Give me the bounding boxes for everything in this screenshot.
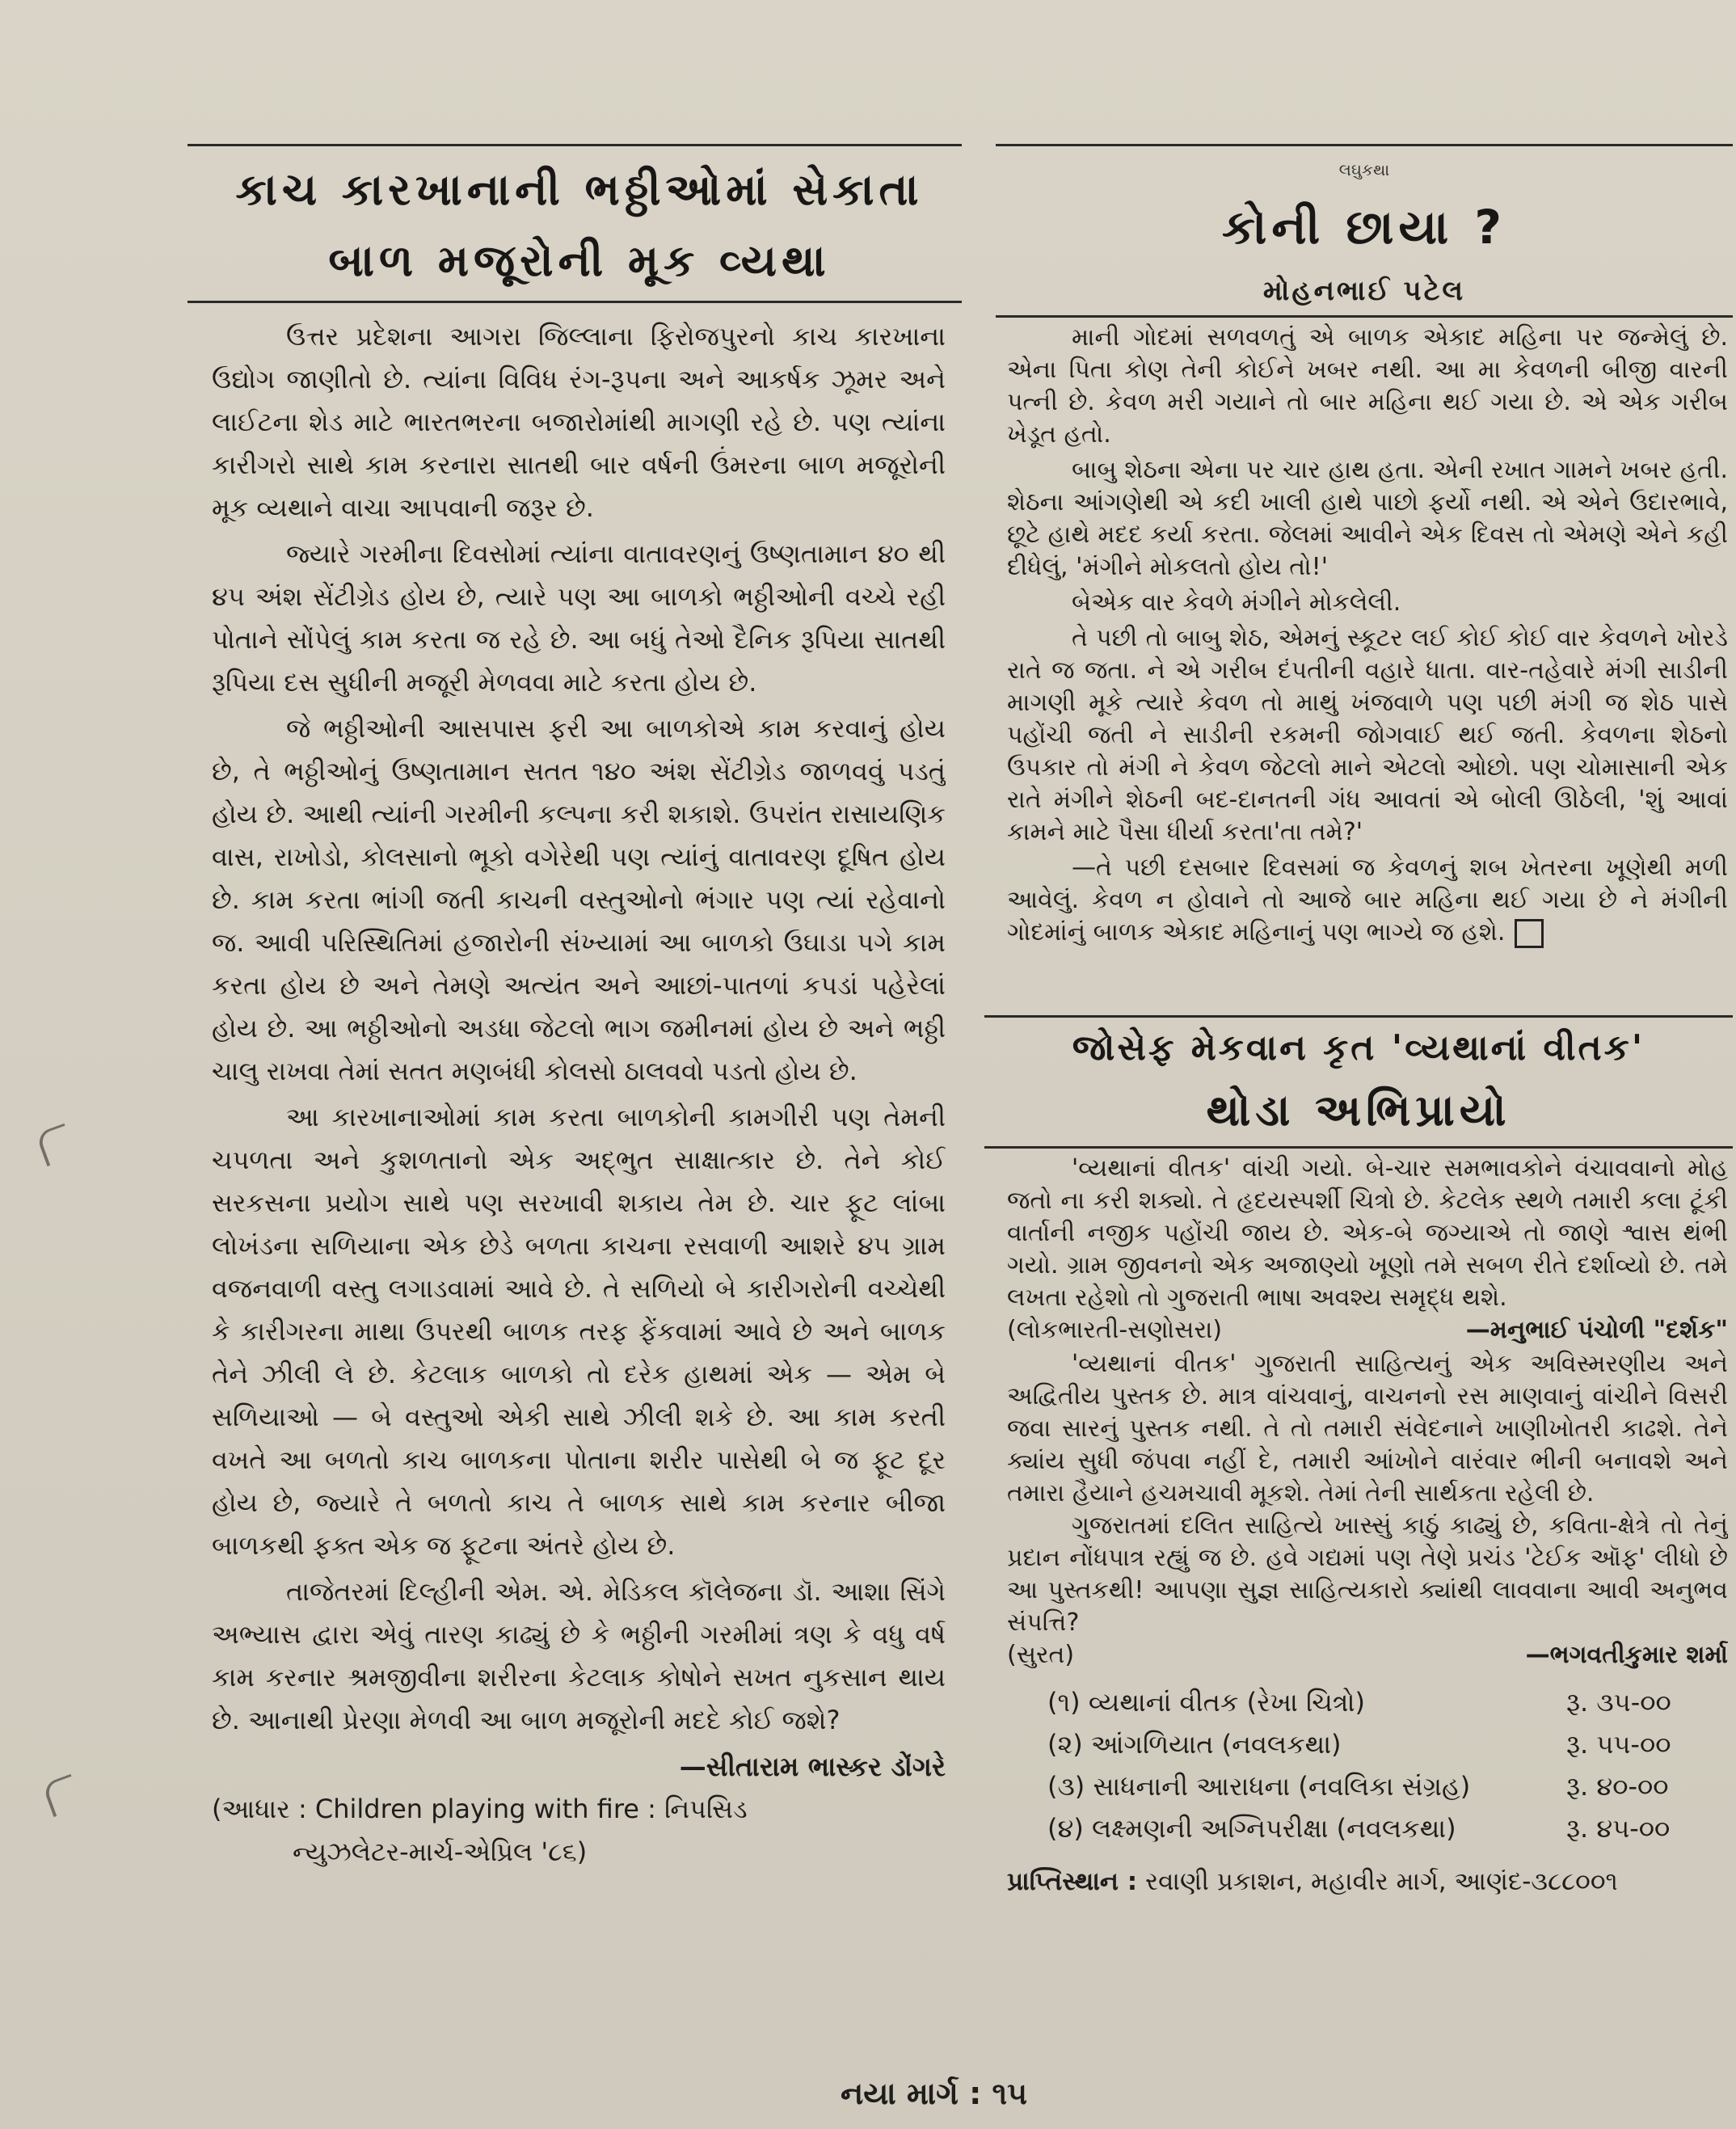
review-attribution	[1007, 1639, 1728, 1672]
book-title: (૪) લક્ષ્મણની અગ્નિપરીક્ષા (નવલકથા)	[1047, 1813, 1456, 1844]
article-left	[212, 154, 947, 296]
end-mark-box	[1515, 919, 1544, 948]
article-body	[212, 315, 946, 1980]
story-title: કોની છાયા ?	[1221, 200, 1507, 255]
reviews-body	[1007, 1153, 1728, 1985]
paragraph: જ્યારે ગરમીના દિવસોમાં ત્યાંના વાતાવરણનું ઉષ્ણતામાન ૪૦ થી ૪૫ અંશ સેંટીગ્રેડ હોય છે, ત્યારે પણ આ બાળકો ભઠ્ઠીઓની વચ્ચે રહી પોતાને સોંપેલું કામ કરતા જ રહે છે. આ બધું તેઓ દૈનિક રૂપિયા સાતથી રૂપિયા દસ સુધીની મજૂરી મેળવવા માટે કરતા હોય છે.	[212, 538, 946, 698]
book-item	[1007, 1807, 1728, 1849]
review-signature: —ભગવતીકુમાર શર્મા	[1525, 1641, 1728, 1669]
paragraph: તે પછી તો બાબુ શેઠ, એમનું સ્કૂટર લઈ કોઈ કોઈ વાર કેવળને ખોરડે રાતે જ જતા. ને એ ગરીબ દંપતીની વહારે ધાતા. વાર-તહેવારે મંગી સાડીની માગણી મૂકે ત્યારે કેવળ તો માથું ખંજવાળે પણ પછી મંગી જ શેઠ પાસે પહોંચી જતી ને સાડીની રકમની જોગવાઈ થઈ જતી. કેવળના શેઠનો ઉપકાર તો મંગી ને કેવળ જેટલો માને એટલો ઓછો. પણ ચોમાસાની એક રાતે મંગીને શેઠની બદ-દાનતની ગંધ આવતાં એ બોલી ઊઠેલી, 'શું આવાં કામને માટે પૈસા ધીર્યા કરતા'તા તમે?'	[1007, 624, 1728, 846]
source-line1: (આધાર : Children playing with fire : નિપસિડ	[212, 1794, 748, 1824]
top-rule-right	[996, 144, 1733, 146]
review-text: 'વ્યથાનાં વીતક' ગુજરાતી સાહિત્યનું એક અવિસ્મરણીય અને અદ્વિતીય પુસ્તક છે. માત્ર વાંચવાનું, વાચનનો રસ માણવાનું વાંચીને વિસરી જવા સારનું પુસ્તક નથી. તે તો તમારી સંવેદનાને ખાણીખોતરી કાઢશે. તેને ક્યાંય સુધી જંપવા નહીં દે, તમારી આંખોને વારંવાર ભીની બનાવશે અને તમારા હૈયાને હચમચાવી મૂકશે. તેમાં તેની સાર્થકતા રહેલી છે.	[1007, 1350, 1728, 1507]
book-price: રૂ. ૩૫-૦૦	[1566, 1687, 1671, 1718]
story-body	[1007, 322, 1728, 1005]
story-author: મોહનભાઈ પટેલ	[1262, 275, 1466, 307]
book-title: (૩) સાધનાની આરાધના (નવલિકા સંગ્રહ)	[1047, 1771, 1471, 1802]
paragraph: માની ગોદમાં સળવળતું એ બાળક એકાદ મહિના પર જન્મેલું છે. એના પિતા કોણ તેની કોઈને ખબર નથી. આ મા કેવળની બીજી વારની પત્ની છે. કેવળ મરી ગયાને તો બાર મહિના થઈ ગયા છે. એ એક ગરીબ ખેડૂત હતો.	[1007, 323, 1728, 449]
reviews-rule-bottom	[984, 1146, 1733, 1149]
paragraph: બેએક વાર કેવળે મંગીને મોકલેલી.	[1072, 588, 1401, 617]
margin-mark	[42, 1774, 82, 1817]
review-place: (લોકભારતી-સણોસરા)	[1007, 1316, 1223, 1344]
paragraph: ઉત્તર પ્રદેશના આગરા જિલ્લાના ફિરોજપુરનો કાચ કારખાના ઉદ્યોગ જાણીતો છે. ત્યાંના વિવિધ રંગ-રૂપના અને આકર્ષક ઝૂમર અને લાઈટના શેડ માટે ભારતભરના બજારોમાંથી માગણી રહે છે. પણ ત્યાંના કારીગરો સાથે કામ કરનારા સાતથી બાર વર્ષની ઉંમરના બાળ મજૂરોની મૂક વ્યથાને વાચા આપવાની જરૂર છે.	[212, 321, 946, 523]
review-attribution	[1007, 1314, 1728, 1347]
top-rule-left	[188, 144, 962, 146]
reviews-heading-line1: જોસેફ મેકવાન કૃત 'વ્યથાનાં વીતક'	[1072, 1027, 1645, 1069]
availability-label: પ્રાપ્તિસ્થાન :	[1007, 1867, 1138, 1896]
book-title: (૨) આંગળિયાત (નવલકથા)	[1047, 1729, 1342, 1760]
book-price: રૂ. ૪૫-૦૦	[1566, 1813, 1671, 1844]
book-item	[1007, 1765, 1728, 1807]
availability	[1007, 1861, 1728, 1903]
book-price: રૂ. ૫૫-૦૦	[1566, 1729, 1671, 1760]
reviews-rule-top	[984, 1015, 1733, 1018]
margin-mark	[36, 1124, 76, 1166]
book-title: (૧) વ્યથાનાં વીતક (રેખા ચિત્રો)	[1047, 1687, 1365, 1718]
author-signature: —સીતારામ ભાસ્કર ડોંગરે	[679, 1751, 946, 1782]
availability-address: રવાણી પ્રકાશન, મહાવીર માર્ગ, આણંદ-૩૮૮૦૦૧	[1145, 1867, 1618, 1896]
story-section	[996, 154, 1733, 315]
paragraph: બાબુ શેઠના એના પર ચાર હાથ હતા. એની રખાત ગામને ખબર હતી. શેઠના આંગણેથી એ કદી ખાલી હાથે પાછો ફર્યો નથી. એ એને ઉદારભાવે, છૂટે હાથે મદદ કર્યા કરતા. જેલમાં આવીને એક દિવસ તો એમણે એને કહી દીધેલું, 'મંગીને મોકલતો હોય તો!'	[1007, 456, 1728, 581]
reviews-heading	[984, 1020, 1733, 1145]
review-place: (સુરત)	[1007, 1641, 1075, 1669]
book-price: રૂ. ૪૦-૦૦	[1566, 1771, 1669, 1802]
book-list	[1007, 1681, 1728, 1849]
story-label: લઘુકથા	[1338, 160, 1390, 179]
story-author-rule	[996, 315, 1733, 318]
review-text: ગુજરાતમાં દલિત સાહિત્યે ખાસ્સું કાઠું કાઢ્યું છે, કવિતા-ક્ષેત્રે તો તેનું પ્રદાન નોંધપાત્ર રહ્યું જ છે. હવે ગદ્યમાં પણ તેણે પ્રચંડ 'ટેઈક ઑફ' લીધો છે આ પુસ્તકથી! આપણા સુજ્ઞ સાહિત્યકારો ક્યાંથી લાવવાના આવી અનુભવ સંપત્તિ?	[1007, 1511, 1728, 1637]
reviews-heading-line2: થોડા અભિપ્રાયો	[1206, 1085, 1511, 1136]
paragraph	[1007, 852, 1728, 949]
title-rule-left	[188, 301, 962, 303]
article-title-line2: બાળ મજૂરોની મૂક વ્યથા	[328, 235, 831, 286]
paragraph: તાજેતરમાં દિલ્હીની એમ. એ. મેડિકલ કૉલેજના ડૉ. આશા સિંગે અભ્યાસ દ્વારા એવું તારણ કાઢ્યું છે કે ભઠ્ઠીની ગરમીમાં ત્રણ કે વધુ વર્ષ કામ કરનાર શ્રમજીવીના શરીરના કેટલાક કોષોને સખત નુકસાન થાય છે. આનાથી પ્રેરણા મેળવી આ બાળ મજૂરોની મદદે કોઈ જશે?	[212, 1576, 946, 1735]
story-ending: —તે પછી દસબાર દિવસમાં જ કેવળનું શબ ખેતરના ખૂણેથી મળી આવેલું. કેવળ ન હોવાને તો આજે બાર મહિના થઈ ગયા છે ને મંગીની ગોદમાંનું બાળક એકાદ મહિનાનું પણ ભાગ્યે જ હશે.	[1007, 854, 1728, 946]
review-signature: —મનુભાઈ પંચોળી "દર્શક"	[1465, 1316, 1728, 1344]
book-item	[1007, 1723, 1728, 1765]
review-text: 'વ્યથાનાં વીતક' વાંચી ગયો. બે-ચાર સમભાવકોને વંચાવવાનો મોહ જતો ના કરી શક્યો. તે હૃદયસ્પર્શી ચિત્રો છે. કેટલેક સ્થળે તમારી કલા ટૂંકી વાર્તાની નજીક પહોંચી જાય છે. એક-બે જગ્યાએ તો જાણે શ્વાસ થંભી ગયો. ગ્રામ જીવનનો એક અજાણ્યો ખૂણો તમે સબળ રીતે દર્શાવ્યો છે. તમે લખતા રહેશો તો ગુજરાતી ભાષા અવશ્ય સમૃદ્ધ થશે.	[1007, 1154, 1728, 1312]
article-title-line1: કાચ કારખાનાની ભઠ્ઠીઓમાં સેકાતા	[235, 164, 924, 215]
paragraph: આ કારખાનાઓમાં કામ કરતા બાળકોની કામગીરી પણ તેમની ચપળતા અને કુશળતાનો એક અદ્ભુત સાક્ષાત્કાર છે. તેને કોઈ સરકસના પ્રયોગ સાથે પણ સરખાવી શકાય તેમ છે. ચાર ફૂટ લાંબા લોખંડના સળિયાના એક છેડે બળતા કાચના રસવાળી આશરે ૪૫ ગ્રામ વજનવાળી વસ્તુ લગાડવામાં આવે છે. તે સળિયો બે કારીગરોની વચ્ચેથી કે કારીગરના માથા ઉપરથી બાળક તરફ ફેંકવામાં આવે છે અને બાળક તેને ઝીલી લે છે. કેટલાક બાળકો તો દરેક હાથમાં એક — એમ બે સળિયાઓ — બે વસ્તુઓ એકી સાથે ઝીલી શકે છે. આ કામ કરતી વખતે આ બળતો કાચ બાળકના પોતાના શરીર પાસેથી બે જ ફૂટ દૂર હોય છે, જ્યારે તે બળતો કાચ તે બાળક સાથે કામ કરનાર બીજા બાળકથી ફક્ત એક જ ફૂટના અંતરે હોય છે.	[212, 1102, 946, 1561]
source-line2: ન્યુઝલેટર-માર્ચ-એપ્રિલ '૮૬)	[293, 1836, 588, 1867]
page-footer: નયા માર્ગ : ૧૫	[841, 2076, 1028, 2111]
book-item	[1007, 1681, 1728, 1723]
paragraph: જે ભઠ્ઠીઓની આસપાસ ફરી આ બાળકોએ કામ કરવાનું હોય છે, તે ભઠ્ઠીઓનું ઉષ્ણતામાન સતત ૧૪૦ અંશ સેંટીગ્રેડ જાળવવું પડતું હોય છે. આથી ત્યાંની ગરમીની કલ્પના કરી શકાશે. ઉપરાંત રાસાયણિક વાસ, રાખોડો, કોલસાનો ભૂકો વગેરેથી પણ ત્યાંનું વાતાવરણ દૂષિત હોય છે. કામ કરતા ભાંગી જતી કાચની વસ્તુઓનો ભંગાર પણ ત્યાં રહેવાનો જ. આવી પરિસ્થિતિમાં હજારોની સંખ્યામાં આ બાળકો ઉઘાડા પગે કામ કરતા હોય છે અને તેમણે અત્યંત અને આછાં-પાતળાં કપડાં પહેરેલાં હોય છે. આ ભઠ્ઠીઓનો અડધા જેટલો ભાગ જમીનમાં હોય છે અને ભઠ્ઠી ચાલુ રાખવા તેમાં સતત મણબંધી કોલસો ઠાલવવો પડતો હોય છે.	[212, 713, 946, 1086]
